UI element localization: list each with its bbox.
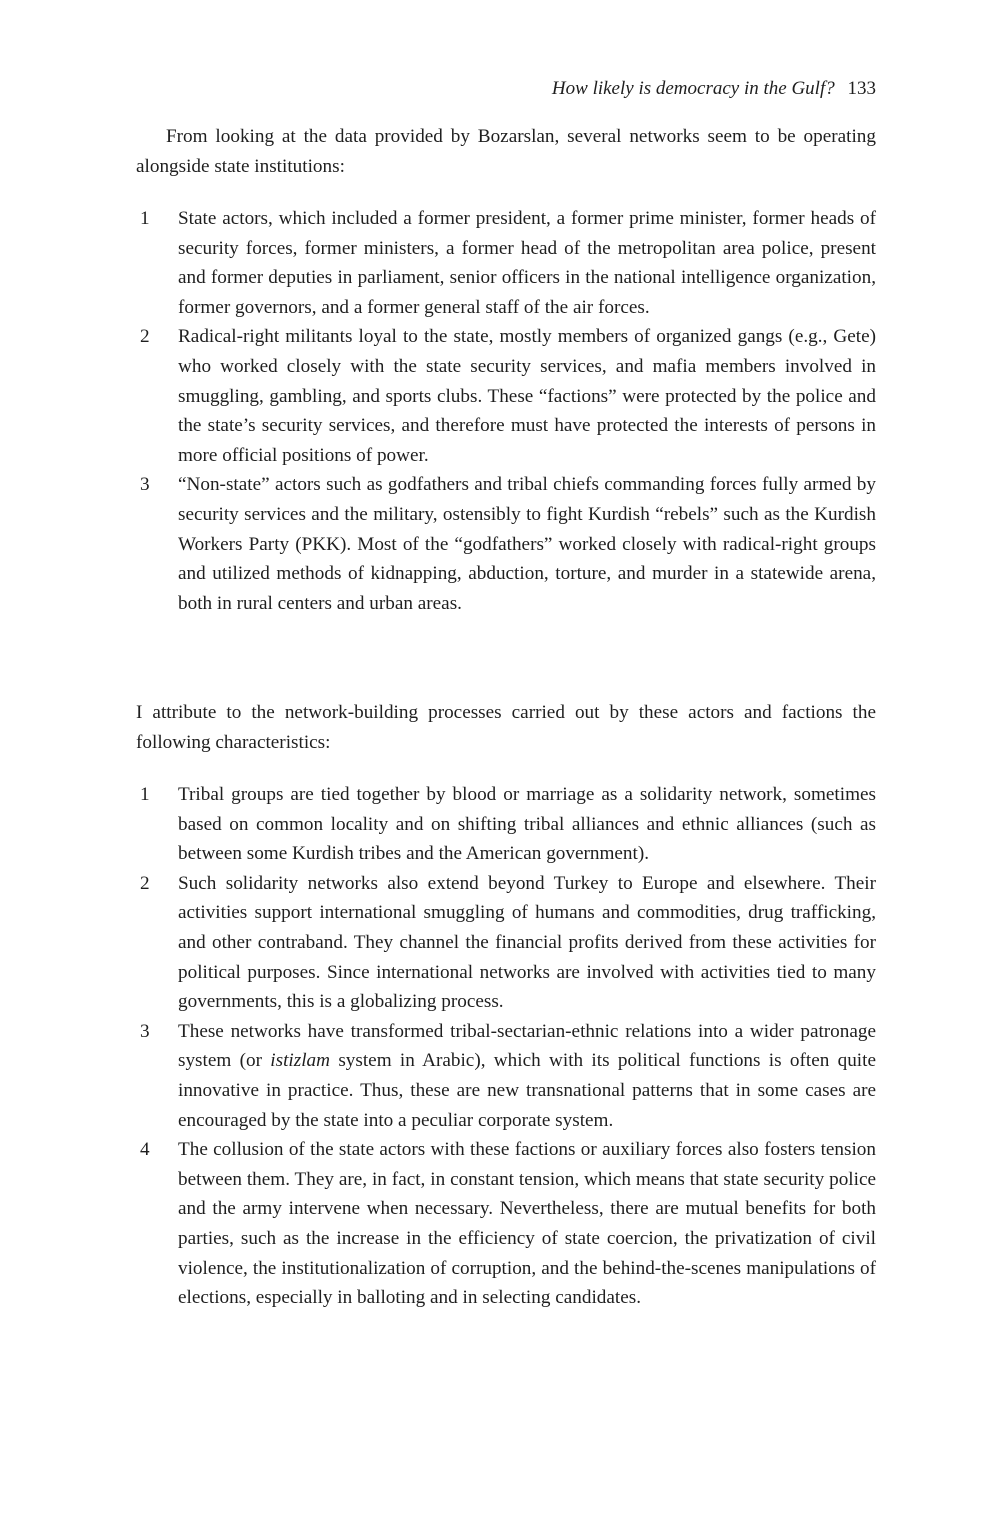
list-item-text: State actors, which included a former president, a former prime minister, former heads of security forces, former ministers, a former head of the metropolitan area police, present and former deputies in parliament, senior officers in the national intelligence organization, former governors, and a former general staff of the air forces. xyxy=(178,208,876,318)
list-item-text: “Non-state” actors such as godfathers and tribal chiefs commanding forces fully armed by security services and the military, ostensibly to fight Kurdish “rebels” such as the Kurdish Workers Party (PKK). Most of the “godfathers” worked closely with radical-right groups and utilized methods of kidnapping, abduction, torture, and murder in a statewide arena, both in rural centers and urban areas. xyxy=(178,474,876,614)
list-item xyxy=(136,470,876,618)
list-item-number: 3 xyxy=(140,474,150,496)
list-item-text: Radical-right militants loyal to the state, mostly members of organized gangs (e.g., Gete) who worked closely with the state security services, and mafia members involved in smuggling, gambling, and sports clubs. These “factions” were protected by the police and the state’s security services, and therefore must have protected the interests of persons in more official positions of power. xyxy=(178,326,876,466)
list-item xyxy=(136,1135,876,1313)
list-item-number: 1 xyxy=(140,208,150,229)
italic-term: istizlam xyxy=(270,1050,331,1072)
list-item xyxy=(136,869,876,1017)
running-head-title: How likely is democracy in the Gulf? xyxy=(551,78,835,99)
list-item-number: 1 xyxy=(140,784,150,805)
list-item-number: 2 xyxy=(140,872,150,894)
page-number: 133 xyxy=(847,78,876,99)
list-item-text: Tribal groups are tied together by blood or marriage as a solidarity network, sometimes based on common locality and on shifting tribal alliances and ethnic alliances (such as between some Kurdish tribes and the American government). xyxy=(178,784,876,865)
list-item-text: The collusion of the state actors with these factions or auxiliary forces also fosters tension between them. They are, in fact, in constant tension, which means that state security police and the army intervene when necessary. Nevertheless, there are mutual benefits for both parties, such as the increase in the efficiency of state coercion, the privatization of civil violence, the institutionalization of corruption, and the behind-the-scenes manipulations of elections, especially in balloting and in selecting candidates. xyxy=(178,1139,876,1309)
networks-list xyxy=(136,204,876,618)
book-page xyxy=(136,0,876,1516)
running-head xyxy=(552,78,876,100)
list-item xyxy=(136,204,876,322)
list-item-number: 4 xyxy=(140,1139,150,1161)
list-item-text xyxy=(178,1021,876,1131)
list-item-number: 2 xyxy=(140,326,150,348)
list-item-number: 3 xyxy=(140,1020,150,1042)
characteristics-list xyxy=(136,780,876,1313)
intro-paragraph: From looking at the data provided by Bozarslan, several networks seem to be operating alongside state institutions: xyxy=(136,126,876,177)
list-item xyxy=(136,780,876,869)
list-item-text: Such solidarity networks also extend beyond Turkey to Europe and elsewhere. Their activities support international smuggling of humans and commodities, drug trafficking, and other contraband. They channel the financial profits derived from these activities for political purposes. Since international networks are involved with activities tied to many governments, this is a globalizing process. xyxy=(178,872,876,1013)
list-item xyxy=(136,1017,876,1135)
list-item-text-end: system in Arabic), which with its political functions is often quite innovative in practice. Thus, these are new transnational patterns that in some cases are encouraged by the state into a peculiar corporate system. xyxy=(178,1050,876,1131)
second-paragraph: I attribute to the network-building processes carried out by these actors and factions the following characteristics: xyxy=(136,702,876,753)
list-item-text-start: These networks have transformed tribal-sectarian-ethnic relations into a wider patronage system (or xyxy=(178,1020,876,1072)
list-item xyxy=(136,322,876,470)
